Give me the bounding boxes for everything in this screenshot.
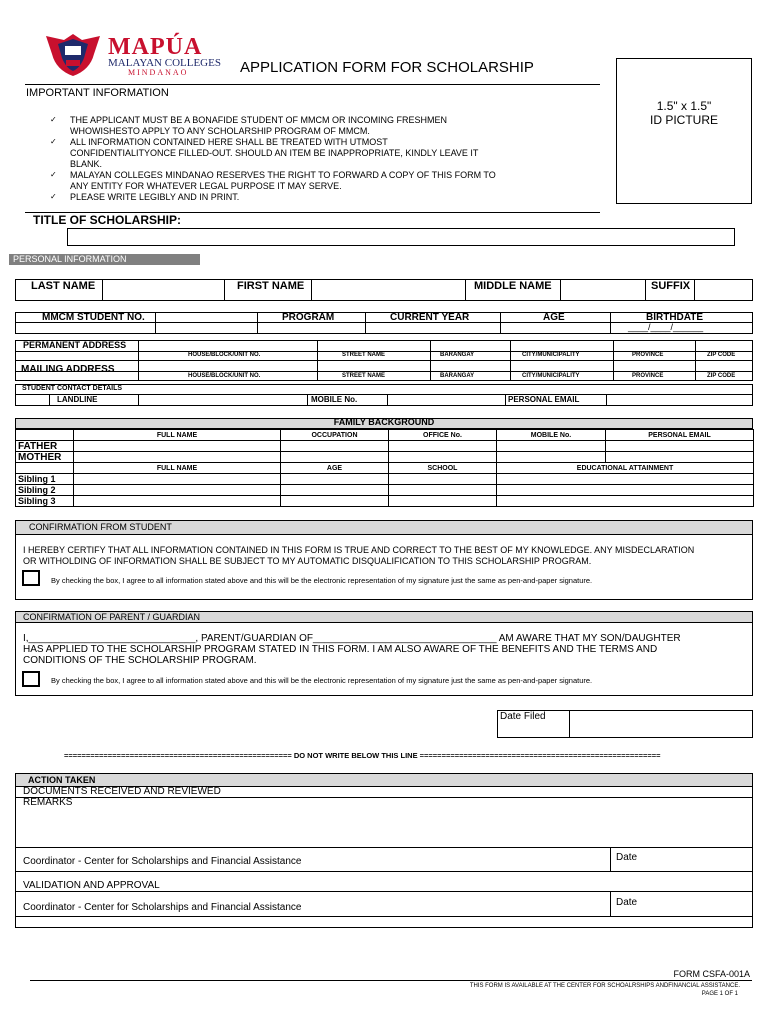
- validation-label: VALIDATION AND APPROVAL: [23, 880, 160, 891]
- table-row: [16, 441, 754, 452]
- check-icon: ✓: [50, 137, 57, 146]
- footer-line: [30, 980, 752, 981]
- parents-header-row: [16, 430, 754, 441]
- column-header: FULL NAME: [74, 430, 281, 441]
- table-cell-input[interactable]: [74, 474, 281, 485]
- table-cell-input[interactable]: [389, 474, 497, 485]
- table-cell-input[interactable]: [497, 452, 606, 463]
- id-picture-box[interactable]: [616, 58, 752, 204]
- important-item: MALAYAN COLLEGES MINDANAO RESERVES THE RIGHT TO FORWARD A COPY OF THIS FORM TO: [70, 170, 496, 180]
- table-cell-input[interactable]: [389, 452, 497, 463]
- email-label: PERSONAL EMAIL: [508, 395, 580, 404]
- remarks-input[interactable]: [17, 809, 751, 847]
- important-item: ANY ENTITY FOR WHATEVER LEGAL PURPOSE IT MAY SERVE.: [70, 181, 342, 191]
- landline-label: LANDLINE: [57, 395, 98, 404]
- table-cell-input[interactable]: [389, 496, 497, 507]
- addr-part-label: CITY/MUNICIPALITY: [522, 373, 580, 379]
- siblings-table: [15, 462, 754, 507]
- parents-table: [15, 429, 754, 463]
- first-name-label: FIRST NAME: [237, 280, 305, 292]
- important-item: THE APPLICANT MUST BE A BONAFIDE STUDENT OF MMCM OR INCOMING FRESHMEN: [70, 115, 448, 125]
- parent-confirmation-heading: CONFIRMATION OF PARENT / GUARDIAN: [23, 612, 201, 622]
- age-input[interactable]: [501, 323, 609, 333]
- age-label: AGE: [543, 312, 565, 323]
- first-name-input[interactable]: [312, 280, 464, 300]
- table-cell-input[interactable]: [389, 441, 497, 452]
- parent-confirmation-text: I,______________________________, PARENT/GUARDIAN OF_________________________________ AM AWARE THAT MY SON/DAUGHTER: [23, 633, 681, 644]
- do-not-write-divider: ==================================================== DO NOT WRITE BELOW THIS LINE =======================================================: [64, 751, 661, 760]
- addr-part-label: BARANGAY: [440, 352, 475, 358]
- column-header: FULL NAME: [74, 463, 281, 474]
- date-filed-label: Date Filed: [500, 711, 546, 722]
- blank-header-cell: [16, 463, 74, 474]
- important-item: ALL INFORMATION CONTAINED HERE SHALL BE TREATED WITH UTMOST: [70, 137, 388, 147]
- table-cell-input[interactable]: [74, 485, 281, 496]
- program-label: PROGRAM: [282, 312, 335, 323]
- student-no-label: MMCM STUDENT NO.: [42, 312, 145, 323]
- check-icon: ✓: [50, 192, 57, 201]
- student-agree-text: By checking the box, I agree to all information stated above and this will be the electronic representation of my signature just the same as pen-and-paper signature.: [51, 576, 593, 585]
- documents-received-label: DOCUMENTS RECEIVED AND REVIEWED: [23, 786, 221, 797]
- suffix-label: SUFFIX: [651, 280, 691, 292]
- action-taken-heading: ACTION TAKEN: [28, 775, 96, 785]
- table-row: [16, 452, 754, 463]
- form-number: FORM CSFA-001A: [673, 969, 750, 979]
- id-picture-size: 1.5" x 1.5": [656, 99, 712, 113]
- check-icon: ✓: [50, 170, 57, 179]
- important-item: WHOWISHESTO APPLY TO ANY SCHOLARSHIP PROGRAM OF MMCM.: [70, 126, 370, 136]
- parent-agree-text: By checking the box, I agree to all information stated above and this will be the electronic representation of my signature just the same as pen-and-paper signature.: [51, 676, 593, 685]
- column-header: MOBILE No.: [497, 430, 606, 441]
- column-header: AGE: [281, 463, 389, 474]
- scholarship-title-label: TITLE OF SCHOLARSHIP:: [33, 213, 181, 227]
- table-cell-input[interactable]: [606, 452, 754, 463]
- permanent-address-label: PERMANENT ADDRESS: [23, 340, 127, 350]
- student-confirmation-text: OR WITHOLDING OF INFORMATION SHALL BE SUBJECT TO MY AUTOMATIC DISQUALIFICATION TO THIS SCHOLARSHIP PROGRAM.: [23, 556, 592, 566]
- row-label-sibling-1: Sibling 1: [16, 474, 74, 485]
- table-cell-input[interactable]: [74, 496, 281, 507]
- row-label-father: FATHER: [16, 441, 74, 452]
- addr-part-label: STREET NAME: [342, 373, 386, 379]
- seal-icon: [44, 30, 102, 78]
- logo-line1: MALAYAN COLLEGES: [108, 57, 221, 69]
- table-cell-input[interactable]: [281, 496, 389, 507]
- table-cell-input[interactable]: [497, 485, 754, 496]
- table-cell-input[interactable]: [606, 441, 754, 452]
- column-header: EDUCATIONAL ATTAINMENT: [497, 463, 754, 474]
- title-underline: [25, 84, 600, 85]
- suffix-input[interactable]: [695, 280, 752, 300]
- addr-part-label: HOUSE/BLOCK/UNIT NO.: [188, 373, 261, 379]
- form-title: APPLICATION FORM FOR SCHOLARSHIP: [240, 59, 534, 76]
- birthdate-label: BIRTHDATE: [646, 312, 704, 323]
- middle-name-label: MIDDLE NAME: [474, 280, 552, 292]
- logo-line2: MINDANAO: [128, 68, 189, 77]
- table-cell-input[interactable]: [281, 452, 389, 463]
- middle-name-input[interactable]: [561, 280, 644, 300]
- landline-input[interactable]: [139, 395, 306, 405]
- last-name-input[interactable]: [103, 280, 223, 300]
- action-taken-section: [15, 773, 753, 928]
- birthdate-input[interactable]: ____/____/______: [628, 322, 704, 332]
- table-cell-input[interactable]: [389, 485, 497, 496]
- mailing-address-label: MAILING ADDRESS: [21, 364, 115, 375]
- student-agree-checkbox[interactable]: [22, 570, 40, 586]
- contact-details-label: STUDENT CONTACT DETAILS: [22, 385, 123, 392]
- id-picture-label: ID PICTURE: [649, 113, 718, 127]
- parent-confirmation-section: [15, 611, 753, 696]
- addr-part-label: HOUSE/BLOCK/UNIT NO.: [188, 352, 261, 358]
- check-icon: ✓: [50, 115, 57, 124]
- important-item: PLEASE WRITE LEGIBLY AND IN PRINT.: [70, 192, 240, 202]
- table-cell-input[interactable]: [497, 441, 606, 452]
- student-confirmation-text: I HEREBY CERTIFY THAT ALL INFORMATION CONTAINED IN THIS FORM IS TRUE AND CORRECT TO THE BEST OF MY KNOWLEDGE. ANY MISDECLARATION: [23, 545, 695, 555]
- important-item: BLANK.: [70, 159, 103, 169]
- column-header: SCHOOL: [389, 463, 497, 474]
- current-year-input[interactable]: [366, 323, 499, 333]
- siblings-header-row: [16, 463, 754, 474]
- addr-part-label: PROVINCE: [632, 352, 664, 358]
- addr-part-label: CITY/MUNICIPALITY: [522, 352, 580, 358]
- logo-name: MAPÚA: [108, 34, 203, 60]
- student-no-input[interactable]: [156, 312, 256, 322]
- permanent-address-input[interactable]: [139, 341, 752, 350]
- addr-part-label: ZIP CODE: [707, 352, 736, 358]
- student-confirmation-section: [15, 520, 753, 600]
- parent-confirmation-text: HAS APPLIED TO THE SCHOLARSHIP PROGRAM STATED IN THIS FORM. I AM ALSO AWARE OF THE BENEFITS AND THE TERMS AND: [23, 644, 658, 655]
- school-logo: [44, 30, 221, 78]
- footer-note: THIS FORM IS AVAILABLE AT THE CENTER FOR SCHOALRSHIPS ANDFINANCIAL ASSISTANCE.: [469, 983, 740, 989]
- address-block: [15, 340, 753, 381]
- important-heading: IMPORTANT INFORMATION: [26, 87, 169, 99]
- current-year-label: CURRENT YEAR: [390, 312, 470, 323]
- remarks-label: REMARKS: [23, 797, 73, 808]
- mobile-input[interactable]: [388, 395, 504, 405]
- coordinator-label: Coordinator - Center for Scholarships and Financial Assistance: [23, 856, 302, 867]
- table-cell-input[interactable]: [74, 452, 281, 463]
- page-number: PAGE 1 OF 1: [701, 991, 738, 997]
- addr-part-label: ZIP CODE: [707, 373, 736, 379]
- contact-block: [15, 384, 753, 406]
- date-label: Date: [616, 897, 638, 908]
- table-row: [16, 496, 754, 507]
- table-cell-input[interactable]: [281, 441, 389, 452]
- mobile-label: MOBILE No.: [311, 395, 358, 404]
- important-item: CONFIDENTIALITYONCE FILLED-OUT. SHOULD AN ITEM BE INAPPROPRIATE, KINDLY LEAVE IT: [70, 148, 479, 158]
- mailing-address-input[interactable]: [139, 361, 752, 370]
- table-row: [16, 485, 754, 496]
- addr-part-label: STREET NAME: [342, 352, 386, 358]
- row-label-sibling-2: Sibling 2: [16, 485, 74, 496]
- blank-header-cell: [16, 430, 74, 441]
- personal-info-heading: PERSONAL INFORMATION: [13, 254, 127, 264]
- table-cell-input[interactable]: [497, 474, 754, 485]
- student-confirmation-heading: CONFIRMATION FROM STUDENT: [29, 522, 172, 532]
- row-label-mother: MOTHER: [16, 452, 74, 463]
- date-label: Date: [616, 852, 638, 863]
- table-cell-input[interactable]: [497, 496, 754, 507]
- addr-part-label: BARANGAY: [440, 373, 475, 379]
- scholarship-title-input[interactable]: [67, 228, 735, 246]
- column-header: OFFICE No.: [389, 430, 497, 441]
- column-header: OCCUPATION: [281, 430, 389, 441]
- addr-part-label: PROVINCE: [632, 373, 664, 379]
- date-filed-input[interactable]: [570, 711, 752, 737]
- parent-agree-checkbox[interactable]: [22, 671, 40, 687]
- coordinator-label: Coordinator - Center for Scholarships and Financial Assistance: [23, 902, 302, 913]
- last-name-label: LAST NAME: [31, 280, 96, 292]
- table-cell-input[interactable]: [74, 441, 281, 452]
- parent-confirmation-text: CONDITIONS OF THE SCHOLARSHIP PROGRAM.: [23, 655, 257, 666]
- email-input[interactable]: [607, 395, 752, 405]
- table-row: [16, 474, 754, 485]
- table-cell-input[interactable]: [281, 485, 389, 496]
- table-cell-input[interactable]: [281, 474, 389, 485]
- column-header: PERSONAL EMAIL: [606, 430, 754, 441]
- program-input[interactable]: [258, 323, 364, 333]
- row-label-sibling-3: Sibling 3: [16, 496, 74, 507]
- family-heading: FAMILY BACKGROUND: [333, 417, 435, 427]
